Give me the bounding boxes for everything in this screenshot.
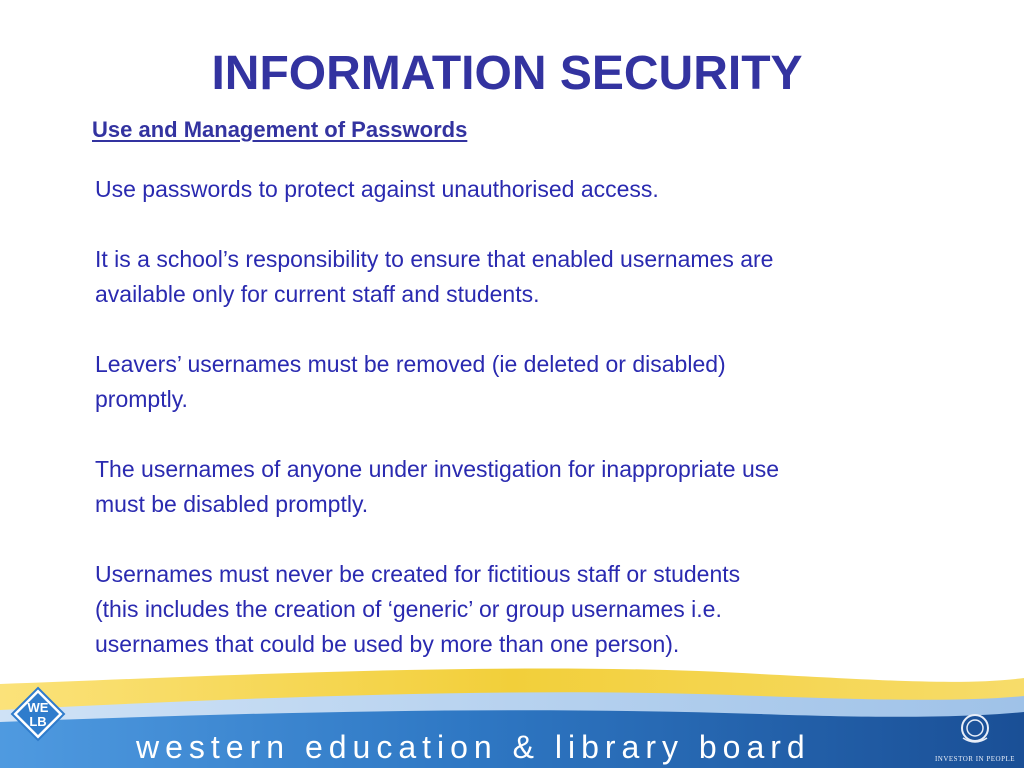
paragraph-line: Usernames must never be created for fictitious staff or students bbox=[95, 561, 741, 587]
body-paragraph bbox=[95, 242, 955, 312]
slide-title: INFORMATION SECURITY bbox=[211, 47, 803, 100]
paragraph-line: It is a school’s responsibility to ensure that enabled usernames are bbox=[95, 246, 774, 272]
paragraph-line: usernames that could be used by more than one person). bbox=[95, 631, 680, 657]
slide-body bbox=[95, 172, 955, 697]
investor-in-people-wreath-icon bbox=[955, 708, 995, 748]
paragraph-line: Leavers’ usernames must be removed (ie deleted or disabled) bbox=[95, 351, 726, 377]
paragraph-line: promptly. bbox=[95, 386, 188, 412]
body-paragraph bbox=[95, 452, 955, 522]
paragraph-line: must be disabled promptly. bbox=[95, 491, 369, 517]
welb-logo-icon bbox=[10, 686, 66, 742]
welb-diamond-icon bbox=[10, 686, 66, 742]
investor-in-people-badge bbox=[930, 708, 1020, 766]
paragraph-line: available only for current staff and students. bbox=[95, 281, 540, 307]
body-paragraph bbox=[95, 347, 955, 417]
slide-subtitle: Use and Management of Passwords bbox=[92, 117, 468, 142]
badge-label: INVESTOR IN PEOPLE bbox=[934, 755, 1016, 763]
paragraph-line: (this includes the creation of ‘generic’ or group usernames i.e. bbox=[95, 596, 722, 622]
paragraph-line: The usernames of anyone under investigation for inappropriate use bbox=[95, 456, 780, 482]
board-name: western education & library board bbox=[136, 729, 811, 765]
body-paragraph bbox=[95, 172, 955, 207]
paragraph-line: Use passwords to protect against unauthorised access. bbox=[95, 176, 659, 202]
logo-letters-bottom: LB bbox=[29, 714, 47, 729]
logo-letters-top: WE bbox=[27, 700, 49, 715]
